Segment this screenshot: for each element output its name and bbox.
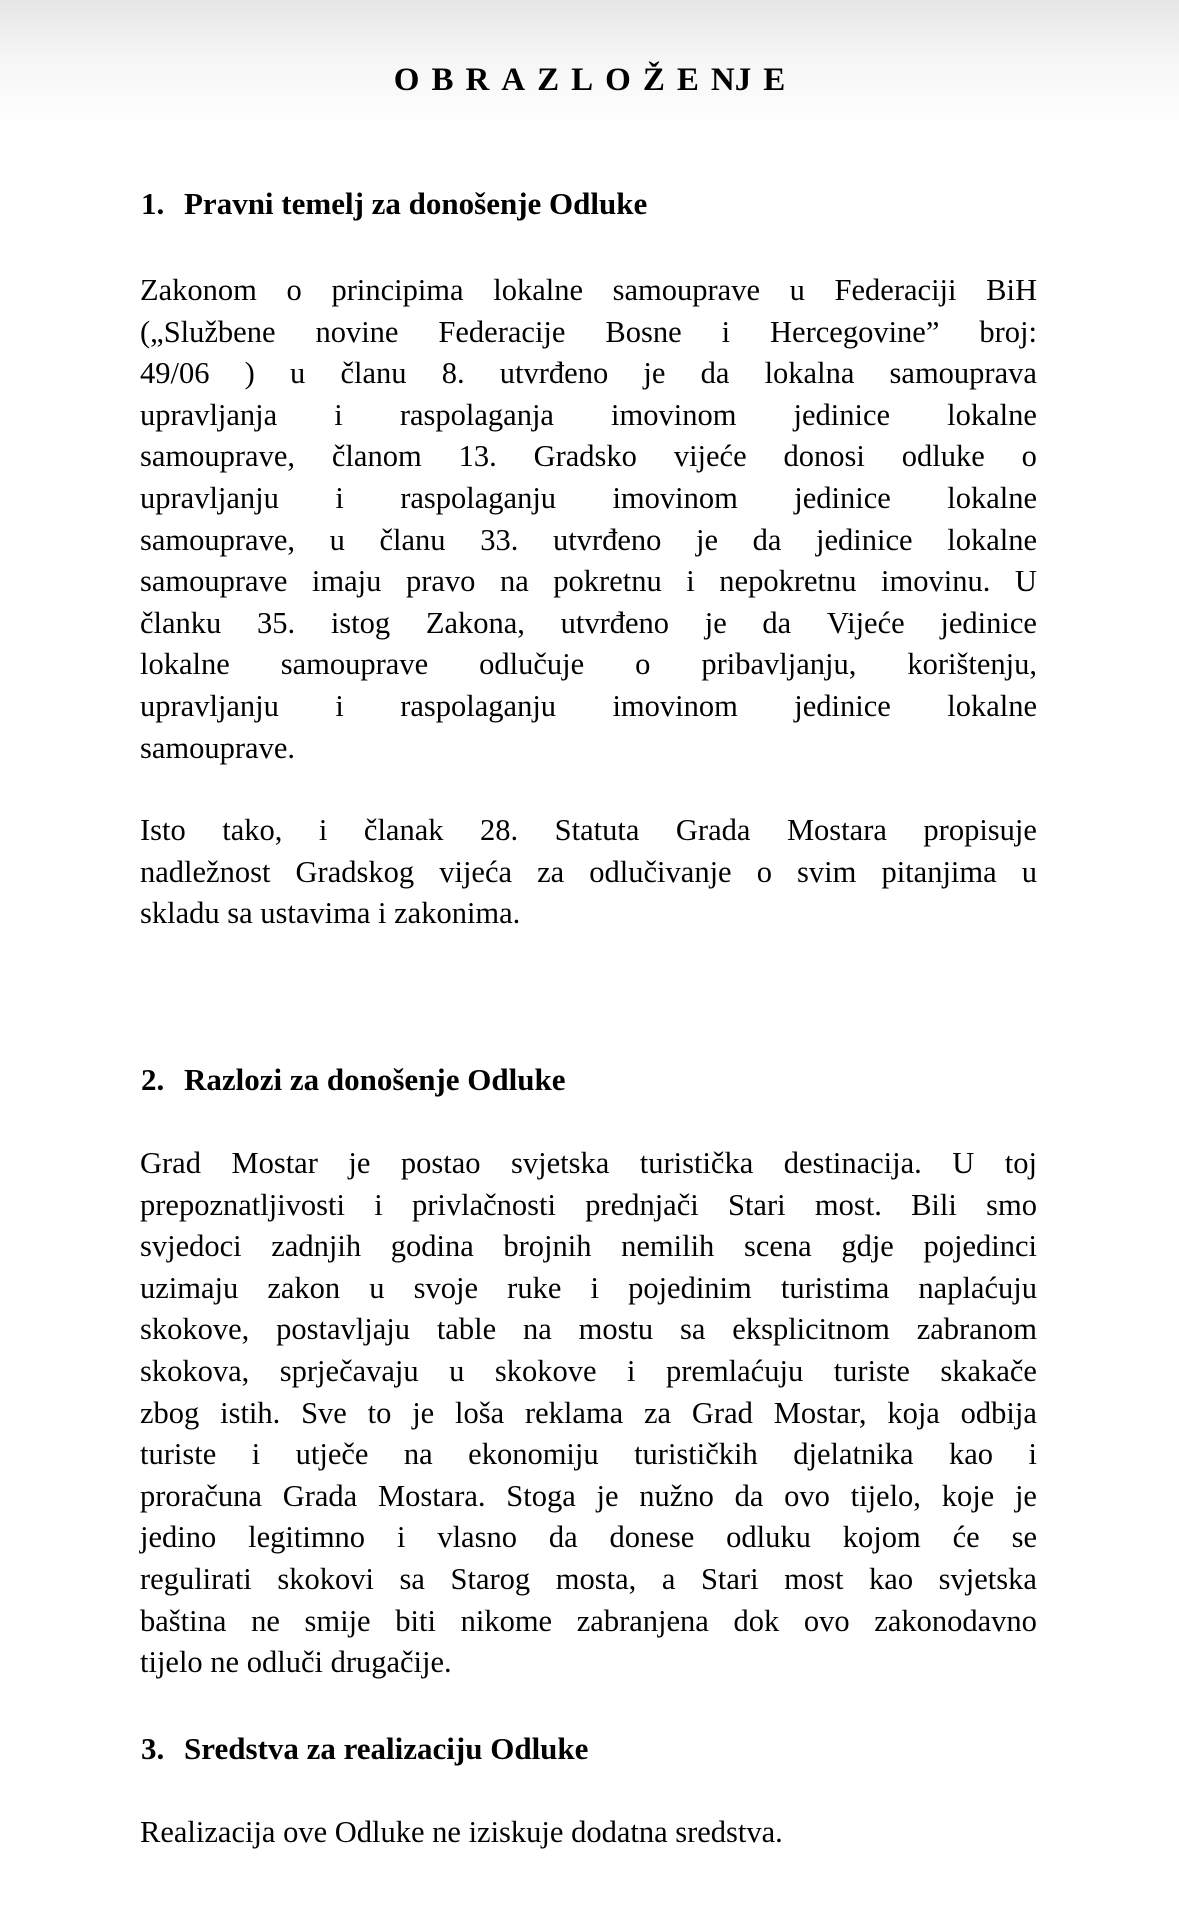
- text-line: samouprave, u članu 33. utvrđeno je da jedinice lokalne: [140, 522, 1037, 557]
- title-letter: O: [393, 62, 420, 98]
- text-line: lokalne samouprave odlučuje o pribavljanju, korištenju,: [140, 647, 1037, 682]
- paragraph-legal-basis: [140, 270, 1037, 769]
- paragraph-reasons: [140, 1143, 1037, 1684]
- text-line: zbog istih. Sve to je loša reklama za Grad Mostar, koja odbija: [140, 1395, 1037, 1430]
- text-line: upravljanja i raspolaganja imovinom jedinice lokalne: [140, 397, 1037, 432]
- paragraph-statute: [140, 810, 1037, 935]
- text-line: proračuna Grada Mostara. Stoga je nužno da ovo tijelo, koje je: [140, 1478, 1037, 1513]
- section-title: Razlozi za donošenje Odluke: [184, 1062, 566, 1097]
- section-number: 3.: [141, 1731, 165, 1766]
- section-title: Sredstva za realizaciju Odluke: [184, 1731, 589, 1766]
- text-line: Zakonom o principima lokalne samouprave u Federaciji BiH: [140, 273, 1037, 307]
- text-line: članku 35. istog Zakona, utvrđeno je da Vijeće jedinice: [140, 605, 1037, 640]
- title-letter: E: [763, 62, 786, 98]
- text-line: Grad Mostar je postao svjetska turistička destinacija. U toj: [140, 1146, 1037, 1180]
- title-letter: B: [431, 62, 454, 98]
- text-line: upravljanju i raspolaganju imovinom jedinice lokalne: [140, 480, 1037, 515]
- text-line: prepoznatljivosti i privlačnosti prednjači Stari most. Bili smo: [140, 1187, 1037, 1222]
- text-line: („Službene novine Federacije Bosne i Hercegovine” broj:: [140, 314, 1037, 349]
- section-title: Pravni temelj za donošenje Odluke: [184, 186, 648, 221]
- text-line: regulirati skokovi sa Starog mosta, a Stari most kao svjetska: [140, 1561, 1037, 1596]
- title-letter: E: [676, 62, 699, 98]
- text-line: samouprave, članom 13. Gradsko vijeće donosi odluke o: [140, 439, 1037, 474]
- title-letter: L: [571, 62, 594, 98]
- section-number: 2.: [141, 1062, 165, 1097]
- section-heading-3: [141, 1729, 588, 1769]
- text-line: turiste i utječe na ekonomiju turističkih djelatnika kao i: [140, 1437, 1037, 1472]
- text-line: Isto tako, i članak 28. Statuta Grada Mostara propisuje: [140, 813, 1037, 847]
- text-line: nadležnost Gradskog vijeća za odlučivanje o svim pitanjima u: [140, 854, 1037, 889]
- text-line: svjedoci zadnjih godina brojnih nemilih scena gdje pojedinci: [140, 1229, 1037, 1264]
- text-line: upravljanju i raspolaganju imovinom jedinice lokalne: [140, 688, 1037, 723]
- section-heading-2: [141, 1060, 565, 1100]
- section-heading-1: [141, 184, 647, 224]
- text-line: jedino legitimno i vlasno da donese odluku kojom će se: [140, 1520, 1037, 1555]
- document-title: [0, 58, 1179, 102]
- title-letter: Z: [537, 62, 560, 98]
- text-line: samouprave imaju pravo na pokretnu i nepokretnu imovinu. U: [140, 564, 1037, 599]
- text-line: baština ne smije biti nikome zabranjena dok ovo zakonodavno: [140, 1603, 1037, 1638]
- text-line: tijelo ne odluči drugačije.: [140, 1645, 452, 1680]
- text-line: uzimaju zakon u svoje ruke i pojedinim turistima naplaćuju: [140, 1270, 1037, 1305]
- text-line: skokova, sprječavaju u skokove i premlaćuju turiste skakače: [140, 1353, 1037, 1388]
- title-letter: A: [501, 62, 526, 98]
- text-line: Realizacija ove Odluke ne iziskuje dodatna sredstva.: [140, 1815, 783, 1849]
- text-line: samouprave.: [140, 730, 295, 765]
- title-letter: R: [465, 62, 490, 98]
- text-line: skokove, postavljaju table na mostu sa eksplicitnom zabranom: [140, 1312, 1037, 1347]
- paragraph-funding: [140, 1812, 1037, 1854]
- title-letter: NJ: [710, 62, 752, 98]
- title-letter: Ž: [642, 62, 665, 98]
- text-line: 49/06 ) u članu 8. utvrđeno je da lokalna samouprava: [140, 356, 1037, 391]
- text-line: skladu sa ustavima i zakonima.: [140, 896, 521, 931]
- section-number: 1.: [141, 186, 165, 221]
- title-letter: O: [605, 62, 631, 98]
